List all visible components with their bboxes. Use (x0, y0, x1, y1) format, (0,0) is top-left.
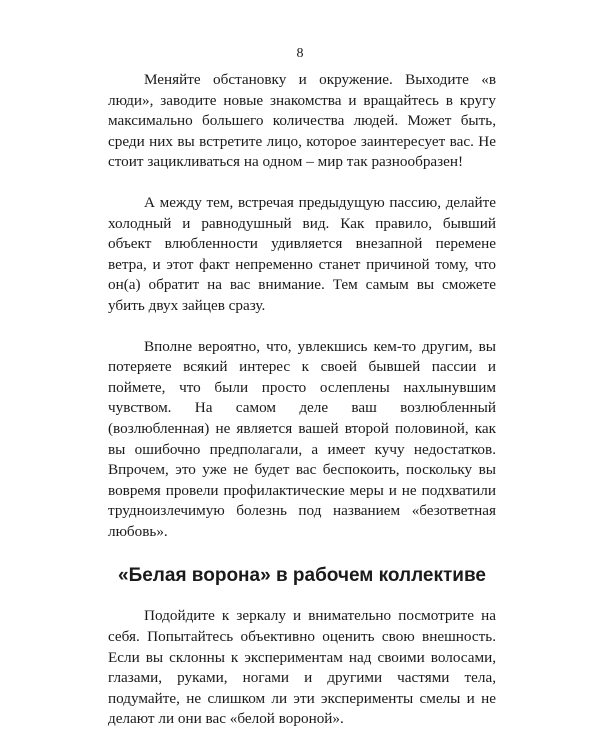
page-content (108, 70, 496, 730)
paragraph-cold-indifferent: А между тем, встречая предыдущую пассию, делайте холодный и равнодушный вид. Как правило, бывший объект влюбленности удивляется внезапной перемене ветра, и этот факт непременно станет причиной тому, что он(а) обратит на вас внимание. Тем самым вы сможете убить двух зайцев сразу. (108, 193, 496, 314)
page-number: 8 (296, 46, 304, 61)
paragraph-mirror: Подойдите к зеркалу и внимательно посмотрите на себя. Попытайтесь объективно оценить свою внешность. Если вы склонны к экспериментам над своими волосами, глазами, руками, ногами и другими частями тела, подумайте, не слишком ли эти эксперименты смелы и не делают ли они вас «белой вороной». (108, 607, 496, 728)
section-heading: «Белая ворона» в рабочем коллективе (118, 565, 486, 587)
paragraph-change-environment: Меняйте обстановку и окружение. Выходите «в люди», заводите новые знакомства и вращайтесь в кругу максимально большего количества людей. Может быть, среди них вы встретите лицо, которое заинтересует вас. Не стоит зацикливаться на одном – мир так разнообразен! (108, 71, 496, 171)
paragraph-lost-interest: Вполне вероятно, что, увлекшись кем-то другим, вы потеряете всякий интерес к своей бывшей пассии и поймете, что были просто ослеплены нахлынувшим чувством. На самом деле ваш возлюбленный (возлюбленная) не является вашей второй половиной, как вы ошибочно предполагали, а имеет кучу недостатков. Впрочем, это уже не будет вас беспокоить, поскольку вы вовремя провели профилактические меры и не подхватили трудноизлечимую болезнь под названием «безответная любовь». (108, 337, 496, 540)
